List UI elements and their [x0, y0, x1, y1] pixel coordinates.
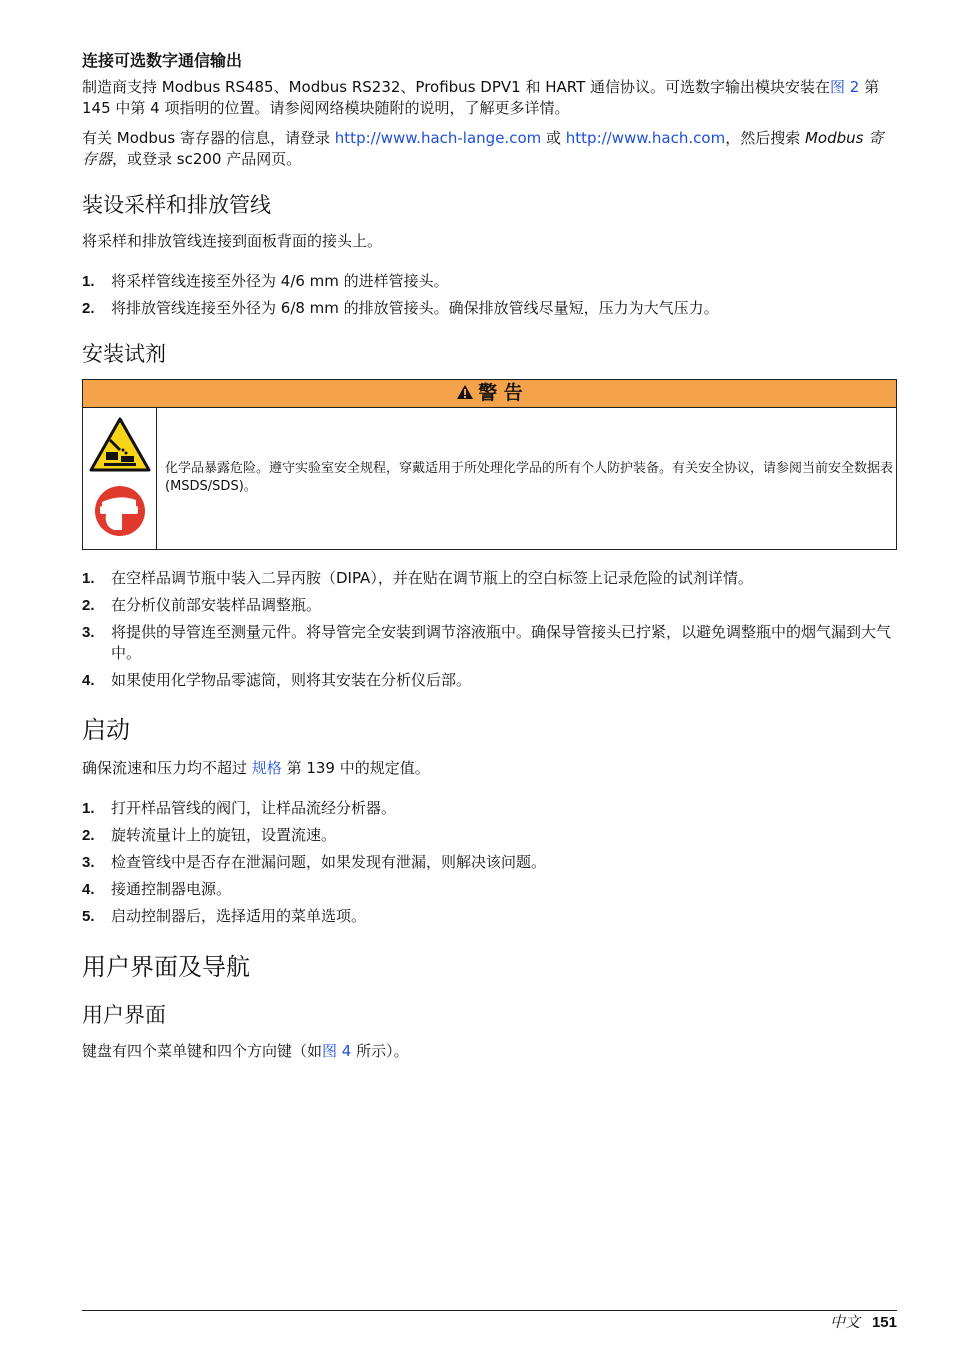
steps-sample-drain — [82, 271, 897, 325]
paragraph-sample-drain: 将采样和排放管线连接到面板背面的接头上。 — [82, 232, 383, 250]
section-heading-ui-navigation: 用户界面及导航 — [82, 953, 250, 981]
figure-2-link[interactable]: 图 2 — [830, 78, 860, 96]
list-item: 2. 在分析仪前部安装样品调整瓶。 — [82, 596, 322, 614]
eye-protection-icon — [94, 484, 146, 538]
paragraph-protocols: 制造商支持 Modbus RS485、Modbus RS232、Profibus DPV1 和 HART 通信协议。可选数字输出模块安装在图 2 第 145 中第 4 项指明的位置。请参阅网络模块随附的说明，了解更多详情。 — [82, 78, 880, 117]
list-item: 2. 将排放管线连接至外径为 6/8 mm 的排放管接头。确保排放管线尽量短，压力为大气压力。 — [82, 299, 719, 317]
page-footer — [830, 1312, 897, 1333]
section-heading-reagent: 安装试剂 — [82, 342, 166, 366]
warning-text: 化学品暴露危险。遵守实验室安全规程，穿戴适用于所处理化学品的所有个人防护装备。有关安全协议，请参阅当前安全数据表 (MSDS/SDS)。 — [165, 461, 894, 494]
specifications-link[interactable]: 规格 — [251, 759, 282, 777]
list-item: 4. 接通控制器电源。 — [82, 880, 232, 898]
paragraph-modbus-registers: 有关 Modbus 寄存器的信息，请登录 http://www.hach-lange.com 或 http://www.hach.com，然后搜索 Modbus 寄存器，或登录 sc200 产品网页。 — [82, 129, 884, 168]
hach-lange-link[interactable]: http://www.hach-lange.com — [334, 129, 542, 147]
corrosive-hazard-icon — [89, 417, 151, 473]
warning-icons — [83, 408, 157, 549]
paragraph-keypad: 键盘有四个菜单键和四个方向键（如图 4 所示）。 — [82, 1042, 409, 1060]
page-number: 151 — [871, 1314, 897, 1331]
list-item: 3. 将提供的导管连至测量元件。将导管完全安装到调节溶液瓶中。确保导管接头已拧紧，以避免调整瓶中的烟气漏到大气中。 — [82, 623, 892, 662]
list-item: 2. 旋转流量计上的旋钮，设置流速。 — [82, 826, 337, 844]
section-heading-sample-drain: 装设采样和排放管线 — [82, 193, 271, 217]
page — [82, 0, 897, 1354]
steps-startup — [82, 798, 897, 933]
list-item: 4. 如果使用化学物品零滤筒，则将其安装在分析仪后部。 — [82, 671, 472, 689]
list-item: 3. 检查管线中是否存在泄漏问题，如果发现有泄漏，则解决该问题。 — [82, 853, 547, 871]
section-heading-digital-output: 连接可选数字通信输出 — [82, 51, 243, 70]
warning-box — [82, 379, 897, 550]
footer-divider — [82, 1310, 897, 1311]
warning-title: 警 告 — [478, 382, 523, 404]
hach-link[interactable]: http://www.hach.com — [565, 129, 726, 147]
warning-header — [83, 380, 896, 408]
footer-language: 中文 — [829, 1313, 860, 1331]
list-item: 1. 在空样品调节瓶中装入二异丙胺（DIPA），并在贴在调节瓶上的空白标签上记录危险的试剂详情。 — [82, 569, 753, 587]
steps-reagent — [82, 568, 897, 697]
warning-triangle-icon — [456, 384, 474, 400]
figure-4-link[interactable]: 图 4 — [322, 1042, 352, 1060]
section-heading-user-interface: 用户界面 — [82, 1003, 166, 1027]
list-item: 5. 启动控制器后，选择适用的菜单选项。 — [82, 907, 367, 925]
section-heading-startup: 启动 — [82, 716, 130, 744]
list-item: 1. 将采样管线连接至外径为 4/6 mm 的进样管接头。 — [82, 272, 449, 290]
list-item: 1. 打开样品管线的阀门，让样品流经分析器。 — [82, 799, 397, 817]
warning-body — [83, 408, 896, 549]
paragraph-startup: 确保流速和压力均不超过 规格 第 139 中的规定值。 — [82, 759, 430, 777]
